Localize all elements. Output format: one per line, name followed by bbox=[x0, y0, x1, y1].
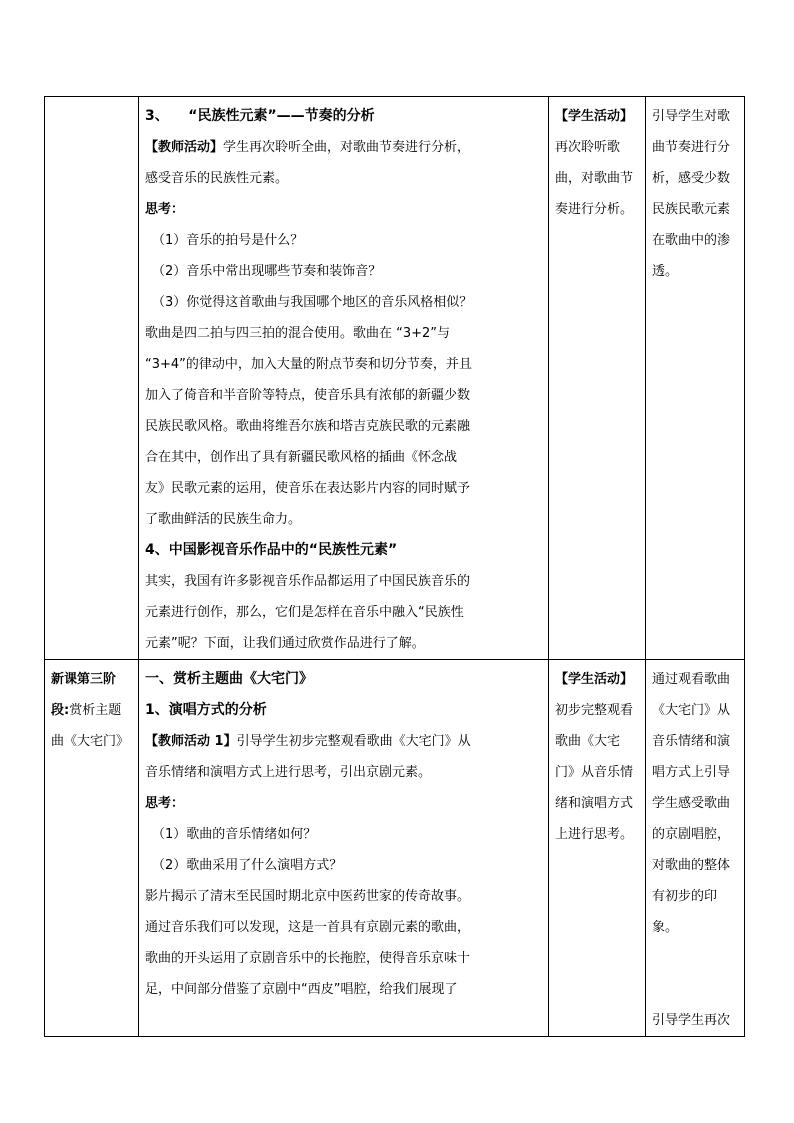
paragraph-line: 友》民歌元素的运用，使音乐在表达影片内容的同时赋予 bbox=[145, 481, 471, 496]
paragraph-line: 歌曲的开头运用了京剧音乐中的长拖腔，使得音乐京味十 bbox=[145, 951, 471, 966]
section-heading: 1、演唱方式的分析 bbox=[145, 702, 267, 718]
question: （2）歌曲采用了什么演唱方式？ bbox=[152, 858, 343, 873]
paragraph-line: 民族民歌风格。歌曲将维吾尔族和塔吉克族民歌的元素融 bbox=[145, 419, 471, 434]
paragraph-line: 歌曲是四二拍与四三拍的混合使用。歌曲在 “3+2”与 bbox=[145, 326, 451, 341]
content-cell bbox=[139, 660, 549, 1037]
teacher-activity: 【教师活动】学生再次聆听全曲，对歌曲节奏进行分析， bbox=[145, 140, 471, 155]
paragraph-line: 影片揭示了清末至民国时期北京中医药世家的传奇故事。 bbox=[145, 889, 471, 904]
question: （1）音乐的拍号是什么？ bbox=[152, 233, 304, 248]
teacher-activity: 【教师活动 1】引导学生初步完整观看歌曲《大宅门》从 bbox=[145, 734, 471, 749]
think-label: 思考： bbox=[145, 796, 185, 811]
paragraph-line: 通过音乐我们可以发现，这是一首具有京剧元素的歌曲， bbox=[145, 920, 471, 935]
paragraph-line: 了歌曲鲜活的民族生命力。 bbox=[145, 512, 302, 527]
content-cell bbox=[139, 97, 549, 660]
paragraph-line: 加入了倚音和半音阶等特点，使音乐具有浓郁的新疆少数 bbox=[145, 388, 471, 403]
question: （3）你觉得这首歌曲与我国哪个地区的音乐风格相似？ bbox=[152, 295, 473, 310]
section-heading: 3、 “民族性元素”——节奏的分析 bbox=[145, 108, 375, 124]
table-row bbox=[45, 97, 745, 660]
section-heading: 一、赏析主题曲《大宅门》 bbox=[145, 671, 313, 687]
paragraph-line: 足，中间部分借鉴了京剧中“西皮”唱腔，给我们展现了 bbox=[145, 982, 458, 997]
table-row bbox=[45, 660, 745, 1037]
stage-cell bbox=[45, 97, 139, 660]
lesson-plan-table bbox=[44, 96, 745, 1037]
student-activity-cell: 【学生活动】再次聆听歌曲，对歌曲节奏进行分析。 bbox=[549, 97, 646, 660]
purpose-cell: 引导学生对歌曲节奏进行分析，感受少数民族民歌元素在歌曲中的渗透。 bbox=[646, 97, 745, 660]
paragraph-line: “3+4”的律动中，加入大量的附点节奏和切分节奏，并且 bbox=[145, 357, 472, 372]
student-activity-cell: 【学生活动】初步完整观看歌曲《大宅门》从音乐情绪和演唱方式上进行思考。 bbox=[549, 660, 646, 1037]
paragraph-line: 元素”呢？下面，让我们通过欣赏作品进行了解。 bbox=[145, 636, 425, 651]
section-heading: 4、中国影视音乐作品中的“民族性元素” bbox=[145, 542, 398, 558]
stage-cell: 新课第三阶段:赏析主题曲《大宅门》 bbox=[45, 660, 139, 1037]
question: （2）音乐中常出现哪些节奏和装饰音？ bbox=[152, 264, 382, 279]
question: （1）歌曲的音乐情绪如何？ bbox=[152, 827, 317, 842]
paragraph-line: 其实，我国有许多影视音乐作品都运用了中国民族音乐的 bbox=[145, 574, 471, 589]
teacher-activity-cont: 音乐情绪和演唱方式上进行思考，引出京剧元素。 bbox=[145, 765, 432, 780]
paragraph-line: 元素进行创作，那么，它们是怎样在音乐中融入“民族性 bbox=[145, 605, 464, 620]
paragraph-line: 合在其中，创作出了具有新疆民歌风格的插曲《怀念战 bbox=[145, 450, 458, 465]
purpose-cell: 通过观看歌曲《大宅门》从音乐情绪和演唱方式上引导学生感受歌曲的京剧唱腔，对歌曲的整体有初步的印象。 引导学生再次 bbox=[646, 660, 745, 1037]
think-label: 思考： bbox=[145, 202, 185, 217]
teacher-activity-cont: 感受音乐的民族性元素。 bbox=[145, 171, 289, 186]
